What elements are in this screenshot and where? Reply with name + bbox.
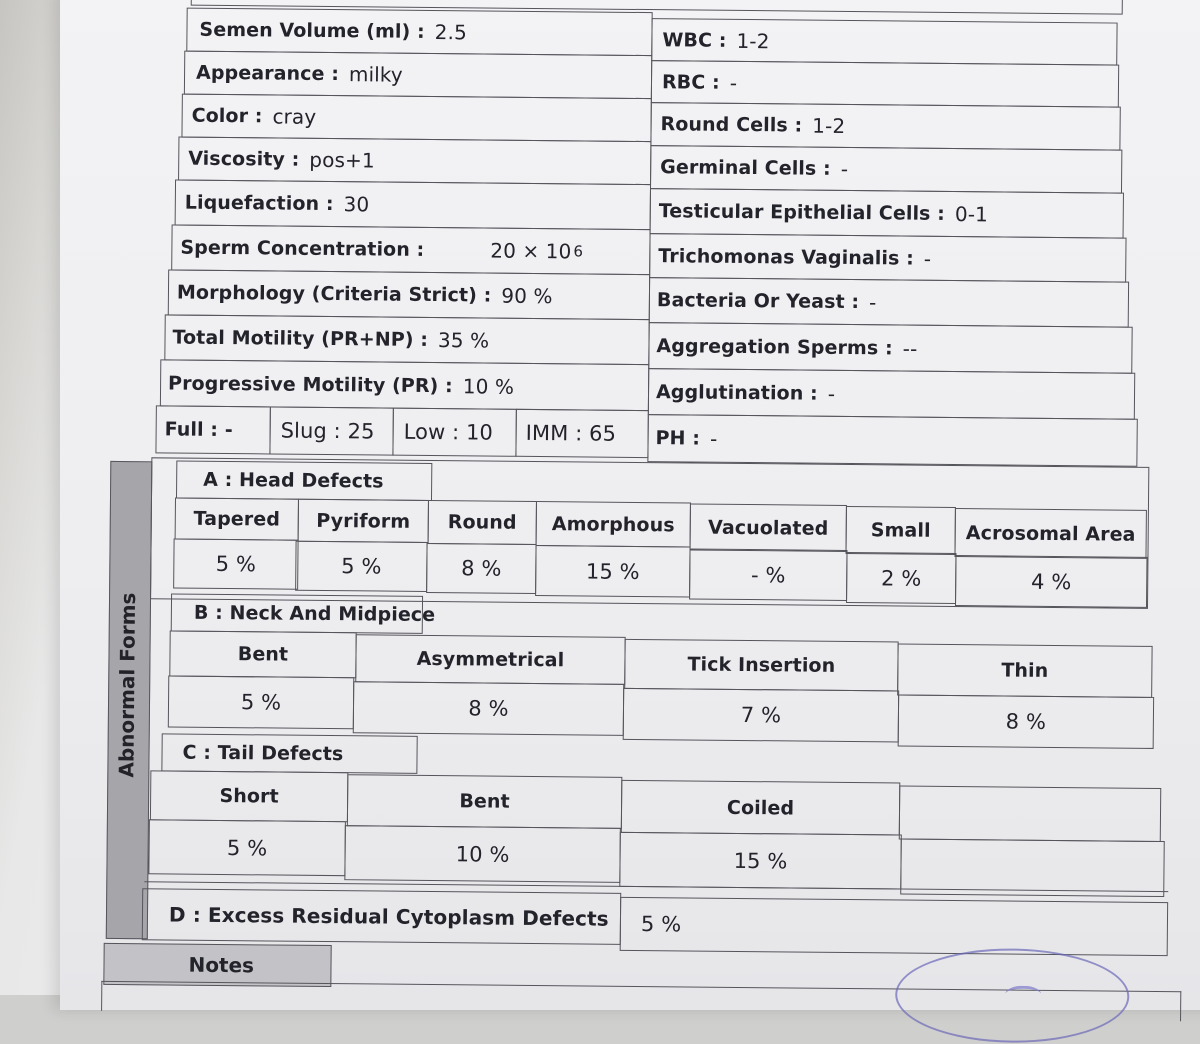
wbc-label: WBC : (662, 28, 727, 52)
tail-header-empty (899, 786, 1162, 843)
agglutination-value: - (827, 381, 836, 406)
stamp-mark (1005, 986, 1041, 1003)
low-cell (392, 408, 516, 457)
head-header-amorphous: Amorphous (536, 501, 691, 547)
head-header-acrosomal-area: Acrosomal Area (954, 508, 1146, 559)
testicular-epithelial-cells-label: Testicular Epithelial Cells : (658, 200, 946, 225)
neck-value-thin: 8 % (898, 694, 1154, 748)
morphology-label: Morphology (Criteria Strict) : (176, 281, 492, 307)
viscosity-value: pos+1 (309, 147, 375, 173)
liquefaction-value: 30 (343, 192, 370, 217)
tail-value-bent: 10 % (344, 825, 621, 883)
neck-value-bent: 5 % (168, 675, 354, 729)
color-row (181, 94, 651, 143)
semen-volume-row (186, 8, 652, 56)
bacteria-or-yeast-value: - (869, 290, 877, 315)
bacteria-or-yeast-label: Bacteria Or Yeast : (656, 289, 860, 314)
rbc-label: RBC : (661, 70, 720, 94)
color-value: cray (272, 104, 317, 129)
head-value-vacuolated: - % (689, 548, 847, 601)
germinal-cells-value: - (840, 156, 849, 181)
testicular-epithelial-cells-row (650, 188, 1124, 239)
germinal-cells-label: Germinal Cells : (660, 156, 831, 180)
head-value-round: 8 % (426, 543, 536, 594)
round-cells-row (650, 102, 1120, 151)
full-label: Full : - (164, 418, 233, 442)
tail-value-short: 5 % (148, 819, 346, 876)
imm-cell (515, 409, 648, 458)
excess-cytoplasm-value-cell: 5 % (620, 897, 1168, 956)
bacteria-or-yeast-row (649, 277, 1129, 328)
head-value-pyriform: 5 % (295, 541, 427, 592)
viscosity-label: Viscosity : (188, 147, 300, 171)
agglutination-row (648, 368, 1135, 420)
head-header-tapered: Tapered (175, 498, 299, 541)
appearance-value: milky (348, 62, 403, 87)
aggregation-sperms-value: -- (902, 336, 918, 361)
neck-header-asymmetrical: Asymmetrical (355, 634, 625, 685)
total-motility-value: 35 % (437, 328, 490, 353)
sperm-concentration-exponent: 6 (573, 242, 584, 261)
color-label: Color : (191, 104, 263, 128)
neck-value-asymmetrical: 8 % (353, 681, 624, 736)
wbc-value: 1-2 (736, 28, 770, 53)
abnormal-forms-title: Abnormal Forms (114, 592, 141, 778)
neck-header-tick-insertion: Tick Insertion (624, 639, 898, 692)
appearance-row (184, 51, 652, 99)
round-cells-label: Round Cells : (660, 113, 803, 137)
rbc-value: - (729, 70, 738, 95)
progressive-motility-row (160, 359, 649, 411)
total-motility-label: Total Motility (PR+NP) : (172, 326, 429, 351)
tail-header-coiled: Coiled (621, 780, 900, 836)
neck-header-bent: Bent (169, 630, 356, 678)
slug-cell (269, 406, 393, 455)
head-header-vacuolated: Vacuolated (690, 503, 847, 552)
liquefaction-row (175, 180, 651, 231)
imm-label: IMM : 65 (525, 420, 617, 446)
trichomonas-vaginalis-label: Trichomonas Vaginalis : (658, 244, 914, 270)
trichomonas-vaginalis-value: - (923, 246, 932, 271)
round-cells-value: 1-2 (812, 113, 846, 138)
tail-value-coiled: 15 % (619, 832, 902, 890)
semen-volume-value: 2.5 (434, 20, 467, 45)
trichomonas-vaginalis-row (649, 233, 1126, 283)
rbc-row (651, 60, 1119, 107)
low-label: Low : 10 (403, 419, 494, 445)
head-value-amorphous: 15 % (535, 545, 690, 597)
slug-label: Slug : 25 (280, 418, 375, 444)
head-value-small: 2 % (846, 552, 956, 604)
testicular-epithelial-cells-value: 0-1 (954, 202, 989, 227)
tail-header-bent: Bent (347, 774, 622, 829)
morphology-row (168, 269, 650, 320)
germinal-cells-row (650, 145, 1122, 194)
neck-midpiece-title: B : Neck And Midpiece (171, 594, 423, 634)
progressive-motility-label: Progressive Motility (PR) : (167, 371, 453, 397)
viscosity-row (178, 137, 651, 186)
agglutination-label: Agglutination : (655, 380, 818, 405)
sperm-concentration-label: Sperm Concentration : (180, 236, 425, 261)
wbc-row (651, 18, 1117, 65)
sperm-concentration-row (171, 224, 650, 275)
ph-value: - (709, 426, 718, 451)
aggregation-sperms-label: Aggregation Sperms : (656, 334, 893, 359)
full-cell (155, 405, 270, 454)
tail-defects-title: C : Tail Defects (161, 733, 417, 773)
total-motility-row (164, 314, 649, 365)
neck-value-tick-insertion: 7 % (623, 688, 899, 743)
sperm-concentration-value: 20 × 10 (490, 238, 572, 264)
progressive-motility-value: 10 % (462, 373, 515, 399)
liquefaction-label: Liquefaction : (184, 191, 334, 216)
morphology-value: 90 % (501, 283, 553, 309)
ph-label: PH : (655, 427, 701, 450)
head-value-tapered: 5 % (173, 539, 298, 590)
semen-volume-label: Semen Volume (ml) : (199, 18, 425, 43)
ph-row (647, 414, 1137, 467)
excess-cytoplasm-label-cell: D : Excess Residual Cytoplasm Defects (142, 888, 621, 945)
head-header-small: Small (845, 506, 955, 555)
aggregation-sperms-row (648, 322, 1132, 374)
head-header-pyriform: Pyriform (298, 499, 429, 543)
appearance-label: Appearance : (195, 61, 340, 86)
head-defects-title: A : Head Defects (176, 461, 432, 501)
neck-header-thin: Thin (897, 643, 1152, 697)
tail-header-short: Short (150, 770, 348, 822)
notes-tab: Notes (103, 943, 331, 987)
head-value-acrosomal-area: 4 % (955, 555, 1147, 608)
head-header-round: Round (428, 500, 537, 545)
